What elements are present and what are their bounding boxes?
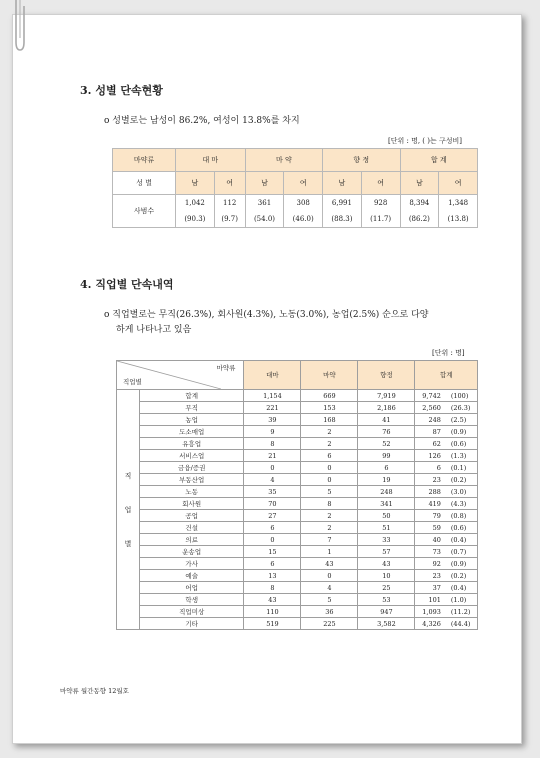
total-cell: 6 xyxy=(415,462,447,474)
ratio-cell: (0.1) xyxy=(447,462,478,474)
occupation-cell: 건설 xyxy=(140,522,244,534)
count-cell: 112 xyxy=(214,195,245,212)
occupation-cell: 유흥업 xyxy=(140,438,244,450)
psychotropic-cell: 41 xyxy=(358,414,415,426)
psychotropic-cell: 43 xyxy=(358,558,415,570)
occupation-cell: 서비스업 xyxy=(140,450,244,462)
psychotropic-cell: 10 xyxy=(358,570,415,582)
total-cell: 288 xyxy=(415,486,447,498)
cannabis-cell: 9 xyxy=(244,426,301,438)
cannabis-cell: 39 xyxy=(244,414,301,426)
occupation-cell: 금융/증권 xyxy=(140,462,244,474)
cannabis-cell: 35 xyxy=(244,486,301,498)
occupation-cell: 회사원 xyxy=(140,498,244,510)
psychotropic-cell: 53 xyxy=(358,594,415,606)
ratio-cell: (4.3) xyxy=(447,498,478,510)
narcotic-cell: 7 xyxy=(301,534,358,546)
ratio-cell: (0.9) xyxy=(447,426,478,438)
psychotropic-cell: 2,186 xyxy=(358,402,415,414)
count-cell: 928 xyxy=(361,195,400,212)
ratio-cell: (9.7) xyxy=(214,211,245,228)
occupation-cell: 직업미상 xyxy=(140,606,244,618)
cannabis-cell: 6 xyxy=(244,558,301,570)
cannabis-cell: 8 xyxy=(244,438,301,450)
total-cell: 2,560 xyxy=(415,402,447,414)
occupation-cell: 예술 xyxy=(140,570,244,582)
occupation-cell: 합계 xyxy=(140,390,244,402)
psychotropic-cell: 19 xyxy=(358,474,415,486)
cannabis-cell: 27 xyxy=(244,510,301,522)
total-cell: 101 xyxy=(415,594,447,606)
cannabis-cell: 0 xyxy=(244,534,301,546)
table-row xyxy=(117,462,478,474)
ratio-cell: (90.3) xyxy=(176,211,215,228)
total-cell: 92 xyxy=(415,558,447,570)
table-row xyxy=(117,618,478,630)
occupation-cell: 부동산업 xyxy=(140,474,244,486)
psychotropic-cell: 25 xyxy=(358,582,415,594)
table-row xyxy=(117,594,478,606)
total-cell: 37 xyxy=(415,582,447,594)
cannabis-cell: 221 xyxy=(244,402,301,414)
ratio-cell: (0.2) xyxy=(447,474,478,486)
table-row xyxy=(117,390,478,402)
table-row xyxy=(117,582,478,594)
narcotic-cell: 2 xyxy=(301,426,358,438)
count-cell: 8,394 xyxy=(400,195,439,212)
ratio-cell: (86.2) xyxy=(400,211,439,228)
psychotropic-cell: 3,582 xyxy=(358,618,415,630)
sex-cell: 여 xyxy=(361,172,400,195)
section4-bullet-line2: 하게 나타나고 있음 xyxy=(116,325,192,335)
section4-unit: [단위 : 명] xyxy=(432,349,465,357)
paper-clip-icon xyxy=(12,0,26,52)
total-cell: 40 xyxy=(415,534,447,546)
narcotic-cell: 4 xyxy=(301,582,358,594)
total-cell: 87 xyxy=(415,426,447,438)
table-row xyxy=(117,426,478,438)
group-header: 향 정 xyxy=(323,149,400,172)
col-header: 향정 xyxy=(358,361,415,390)
diag-top-label: 마약류 xyxy=(216,364,236,372)
table-row xyxy=(117,498,478,510)
table-row xyxy=(117,510,478,522)
occupation-cell: 의료 xyxy=(140,534,244,546)
table-row xyxy=(117,606,478,618)
section3-heading: 3. 성별 단속현황 xyxy=(80,84,163,97)
col-header: 대마 xyxy=(244,361,301,390)
section3-unit: [단위 : 명, ( )는 구성비] xyxy=(388,137,462,145)
narcotic-cell: 36 xyxy=(301,606,358,618)
sex-cell: 남 xyxy=(176,172,215,195)
cannabis-cell: 0 xyxy=(244,462,301,474)
cannabis-cell: 4 xyxy=(244,474,301,486)
count-cell: 1,348 xyxy=(439,195,478,212)
group-header: 대 마 xyxy=(176,149,246,172)
ratio-cell: (0.7) xyxy=(447,546,478,558)
sex-cell: 여 xyxy=(439,172,478,195)
cannabis-cell: 519 xyxy=(244,618,301,630)
occupation-cell: 무직 xyxy=(140,402,244,414)
narcotic-cell: 669 xyxy=(301,390,358,402)
table-row xyxy=(117,570,478,582)
total-cell: 59 xyxy=(415,522,447,534)
narcotic-cell: 2 xyxy=(301,438,358,450)
col-header: 합계 xyxy=(415,361,478,390)
sex-cell: 남 xyxy=(400,172,439,195)
ratio-cell: (13.8) xyxy=(439,211,478,228)
narcotic-cell: 1 xyxy=(301,546,358,558)
occupation-cell: 어업 xyxy=(140,582,244,594)
total-cell: 9,742 xyxy=(415,390,447,402)
table-row xyxy=(117,534,478,546)
sex-cell: 여 xyxy=(284,172,323,195)
narcotic-cell: 2 xyxy=(301,510,358,522)
narcotic-cell: 0 xyxy=(301,570,358,582)
narcotic-cell: 2 xyxy=(301,522,358,534)
cannabis-cell: 13 xyxy=(244,570,301,582)
occupation-cell: 운송업 xyxy=(140,546,244,558)
total-cell: 248 xyxy=(415,414,447,426)
ratio-cell: (0.4) xyxy=(447,582,478,594)
ratio-cell: (0.2) xyxy=(447,570,478,582)
narcotic-cell: 168 xyxy=(301,414,358,426)
table-row xyxy=(117,486,478,498)
psychotropic-cell: 76 xyxy=(358,426,415,438)
cannabis-cell: 15 xyxy=(244,546,301,558)
side-label xyxy=(117,390,140,630)
psychotropic-cell: 50 xyxy=(358,510,415,522)
ratio-cell: (88.3) xyxy=(323,211,362,228)
psychotropic-cell: 248 xyxy=(358,486,415,498)
cannabis-cell: 70 xyxy=(244,498,301,510)
section3-bullet: o 성별로는 남성이 86.2%, 여성이 13.8%를 차지 xyxy=(104,116,300,126)
psychotropic-cell: 52 xyxy=(358,438,415,450)
ratio-cell: (44.4) xyxy=(447,618,478,630)
col-header-drug: 마약류 xyxy=(113,149,176,172)
side-label-char: 업 xyxy=(124,505,132,514)
row-label-offenders: 사범수 xyxy=(113,195,176,228)
psychotropic-cell: 341 xyxy=(358,498,415,510)
cannabis-cell: 43 xyxy=(244,594,301,606)
count-cell: 308 xyxy=(284,195,323,212)
occupation-cell: 공업 xyxy=(140,510,244,522)
ratio-cell: (0.6) xyxy=(447,438,478,450)
sex-cell: 남 xyxy=(323,172,362,195)
diagonal-header xyxy=(117,361,244,390)
cannabis-cell: 110 xyxy=(244,606,301,618)
ratio-cell: (0.8) xyxy=(447,510,478,522)
narcotic-cell: 0 xyxy=(301,462,358,474)
ratio-cell: (2.5) xyxy=(447,414,478,426)
side-label-char: 별 xyxy=(124,539,132,548)
count-cell: 1,042 xyxy=(176,195,215,212)
total-cell: 62 xyxy=(415,438,447,450)
total-cell: 4,326 xyxy=(415,618,447,630)
ratio-cell: (54.0) xyxy=(245,211,284,228)
narcotic-cell: 0 xyxy=(301,474,358,486)
total-cell: 79 xyxy=(415,510,447,522)
count-cell: 6,991 xyxy=(323,195,362,212)
occupation-cell: 도소매업 xyxy=(140,426,244,438)
ratio-cell: (1.0) xyxy=(447,594,478,606)
ratio-cell: (1.3) xyxy=(447,450,478,462)
occupation-cell: 가사 xyxy=(140,558,244,570)
ratio-cell: (3.0) xyxy=(447,486,478,498)
col-header: 마약 xyxy=(301,361,358,390)
occupation-cell: 농업 xyxy=(140,414,244,426)
total-cell: 23 xyxy=(415,474,447,486)
occupation-cell: 학생 xyxy=(140,594,244,606)
table-row xyxy=(117,450,478,462)
table-row xyxy=(117,402,478,414)
narcotic-cell: 225 xyxy=(301,618,358,630)
count-cell: 361 xyxy=(245,195,284,212)
diag-bottom-label: 직업별 xyxy=(123,378,142,386)
psychotropic-cell: 99 xyxy=(358,450,415,462)
psychotropic-cell: 947 xyxy=(358,606,415,618)
table-row xyxy=(117,558,478,570)
sex-label: 성 별 xyxy=(113,172,176,195)
table-row xyxy=(117,414,478,426)
table-row xyxy=(117,522,478,534)
narcotic-cell: 43 xyxy=(301,558,358,570)
table-row xyxy=(117,474,478,486)
narcotic-cell: 6 xyxy=(301,450,358,462)
psychotropic-cell: 7,919 xyxy=(358,390,415,402)
total-cell: 73 xyxy=(415,546,447,558)
cannabis-cell: 21 xyxy=(244,450,301,462)
ratio-cell: (0.9) xyxy=(447,558,478,570)
section4-bullet-line1: o 직업별로는 무직(26.3%), 회사원(4.3%), 노동(3.0%), 농업(2.5%) 순으로 다양 xyxy=(104,310,429,320)
narcotic-cell: 8 xyxy=(301,498,358,510)
narcotic-cell: 153 xyxy=(301,402,358,414)
section4-heading: 4. 직업별 단속내역 xyxy=(80,278,174,291)
footer-text: 마약류 월간동향 12월호 xyxy=(60,687,129,695)
cannabis-cell: 8 xyxy=(244,582,301,594)
sex-cell: 여 xyxy=(214,172,245,195)
total-cell: 419 xyxy=(415,498,447,510)
psychotropic-cell: 33 xyxy=(358,534,415,546)
side-label-char: 직 xyxy=(124,471,132,480)
sex-cell: 남 xyxy=(245,172,284,195)
total-cell: 126 xyxy=(415,450,447,462)
ratio-cell: (46.0) xyxy=(284,211,323,228)
cannabis-cell: 1,154 xyxy=(244,390,301,402)
ratio-cell: (11.7) xyxy=(361,211,400,228)
psychotropic-cell: 57 xyxy=(358,546,415,558)
ratio-cell: (0.4) xyxy=(447,534,478,546)
occupation-cell: 기타 xyxy=(140,618,244,630)
psychotropic-cell: 6 xyxy=(358,462,415,474)
group-header: 합 계 xyxy=(400,149,478,172)
total-cell: 23 xyxy=(415,570,447,582)
table-row xyxy=(117,546,478,558)
table-row xyxy=(117,438,478,450)
ratio-cell: (0.6) xyxy=(447,522,478,534)
cannabis-cell: 6 xyxy=(244,522,301,534)
psychotropic-cell: 51 xyxy=(358,522,415,534)
ratio-cell: (11.2) xyxy=(447,606,478,618)
gender-table xyxy=(112,148,478,228)
occupation-cell: 노동 xyxy=(140,486,244,498)
occupation-table xyxy=(116,360,478,630)
group-header: 마 약 xyxy=(245,149,322,172)
ratio-cell: (26.3) xyxy=(447,402,478,414)
narcotic-cell: 5 xyxy=(301,486,358,498)
narcotic-cell: 5 xyxy=(301,594,358,606)
total-cell: 1,093 xyxy=(415,606,447,618)
ratio-cell: (100) xyxy=(447,390,478,402)
